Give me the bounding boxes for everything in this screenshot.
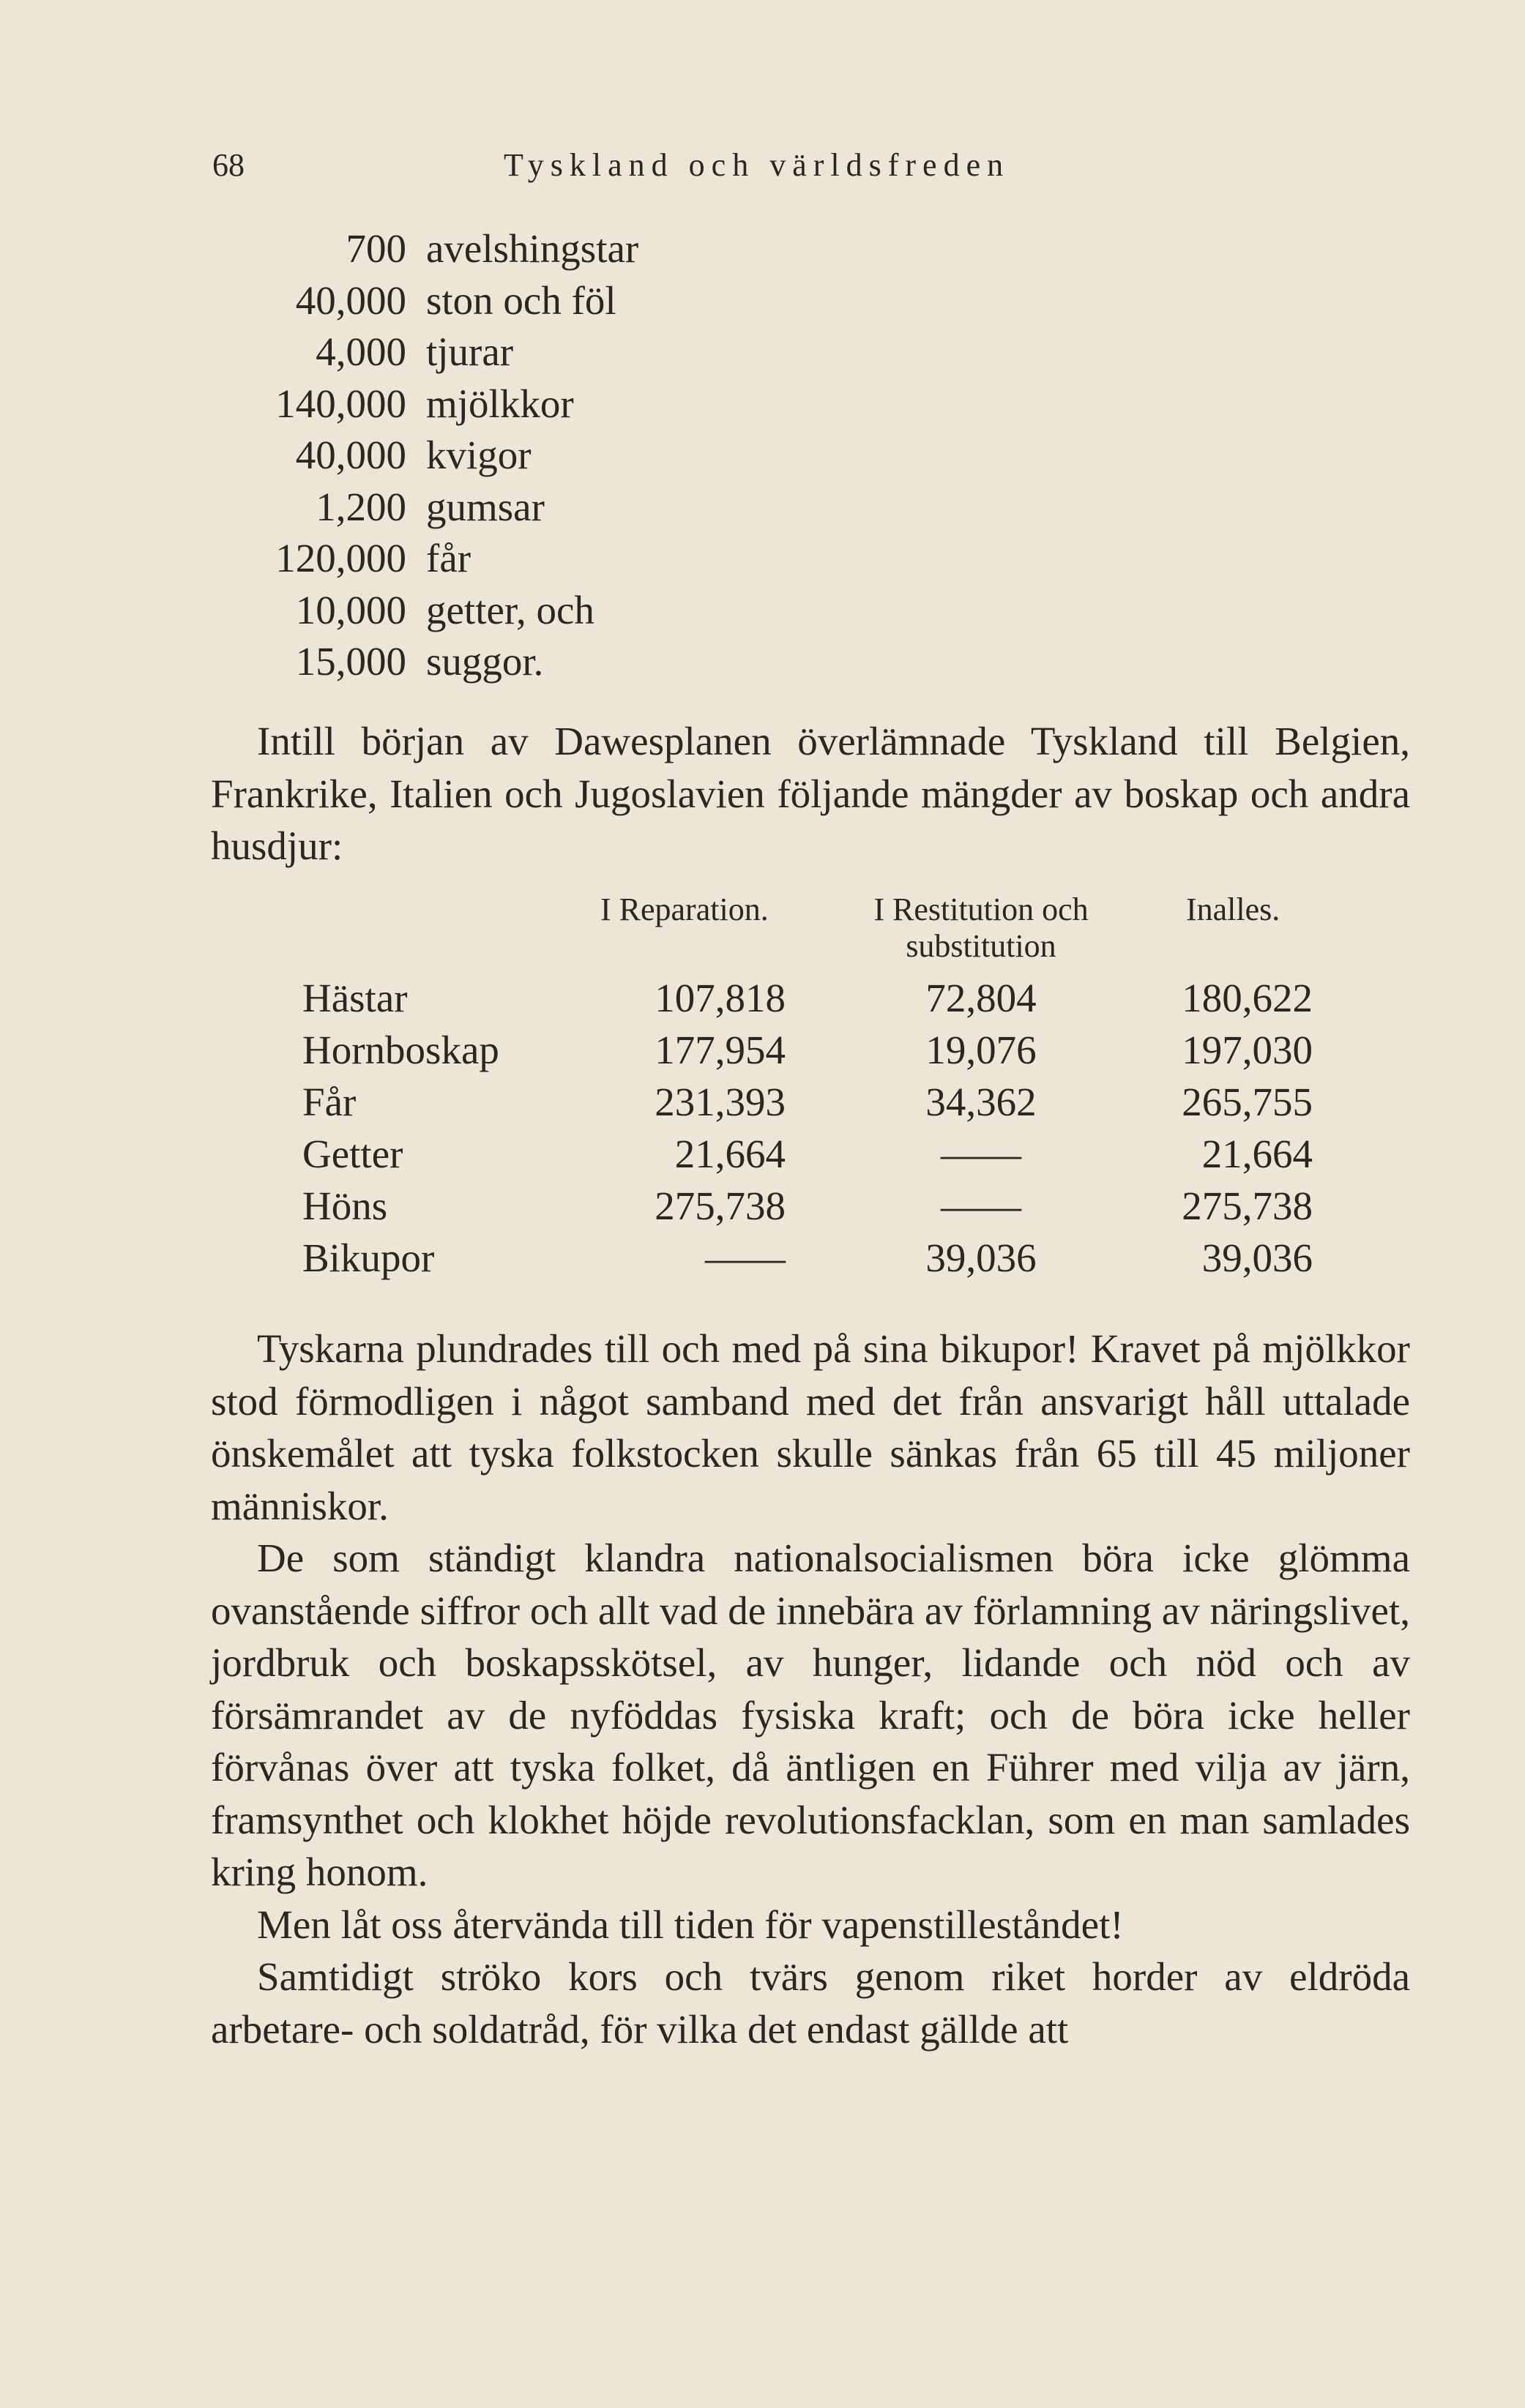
- cell-reparation: ——: [705, 1235, 786, 1280]
- cell-restitution: ——: [941, 1184, 1021, 1228]
- column-header-total: Inalles.: [1186, 891, 1280, 927]
- running-title: Tyskland och världsfreden: [504, 147, 1010, 183]
- paragraph-text: Men låt oss återvända till tiden för vapenstilleståndet!: [257, 1902, 1124, 1947]
- row-name: Får: [302, 1080, 357, 1124]
- cell-total: 197,030: [1182, 1028, 1313, 1072]
- list-item: [0, 636, 732, 688]
- column-header-line: I Restitution och: [873, 891, 1089, 927]
- list-item: [0, 533, 732, 585]
- row-name: Bikupor: [302, 1235, 435, 1280]
- row-name: Hästar: [302, 976, 408, 1020]
- list-item-quantity: 700: [346, 226, 406, 271]
- cell-restitution: 19,076: [925, 1028, 1037, 1072]
- cell-restitution: ——: [941, 1132, 1021, 1176]
- row-name: Hornboskap: [302, 1028, 499, 1072]
- list-item-quantity: 40,000: [295, 433, 406, 477]
- paragraph-text: Samtidigt ströko kors och tvärs genom riket horder av eldröda arbetare- och soldatråd, för vilka det endast gällde att: [211, 1954, 1410, 2052]
- list-item-quantity: 40,000: [295, 277, 406, 323]
- table-row: [0, 1232, 1525, 1284]
- list-item-quantity: 120,000: [275, 536, 406, 580]
- list-item-label: getter, och: [426, 587, 594, 632]
- list-item-quantity: 140,000: [275, 381, 406, 426]
- list-item: [0, 275, 732, 327]
- cell-reparation: 21,664: [674, 1132, 786, 1176]
- paragraph-text: Intill början av Dawesplanen överlämnade Tyskland till Belgien, Frankrike, Italien och Jugoslavien följande mängder av boskap och andra husdjur:: [211, 719, 1410, 868]
- column-header-restitution: [835, 891, 1127, 965]
- table-row: [0, 1024, 1525, 1076]
- list-item: [0, 378, 732, 430]
- list-item-label: tjurar: [426, 329, 514, 374]
- cell-reparation: 275,738: [655, 1184, 786, 1228]
- cell-reparation: 107,818: [655, 976, 786, 1020]
- list-item-label: gumsar: [426, 484, 545, 529]
- page-number: 68: [212, 147, 245, 183]
- cell-total: 265,755: [1182, 1080, 1313, 1124]
- list-item-label: får: [426, 536, 471, 580]
- body-text: [211, 1323, 1410, 2055]
- list-item: [0, 482, 732, 534]
- list-item-label: suggor.: [426, 639, 544, 684]
- cell-restitution: 72,804: [925, 976, 1037, 1020]
- list-item: [0, 223, 732, 275]
- cell-total: 180,622: [1182, 976, 1313, 1020]
- cell-total: 21,664: [1201, 1132, 1313, 1176]
- cell-restitution: 34,362: [925, 1080, 1037, 1124]
- list-item-label: avelshingstar: [426, 226, 639, 271]
- livestock-list: [0, 223, 732, 688]
- cell-total: 39,036: [1201, 1235, 1313, 1280]
- page-header: [0, 146, 1525, 198]
- list-item-label: ston och föl: [426, 277, 616, 323]
- paragraph-text: De som ständigt klandra nationalsocialismen böra icke glömma ovanstående siffror och allt vad de innebära av förlamning av näringslivet, jordbruk och boskapsskötsel, av hunger, lidande och nöd och av försämrandet av de nyföddas fysiska kraft; och de böra icke heller förvånas över att tyska folket, då äntligen en Führer med vilja av järn, framsynthet och klokhet höjde revolutionsfacklan, som en man samlades kring honom.: [211, 1536, 1410, 1894]
- list-item-label: mjölkkor: [426, 381, 574, 426]
- table-row: [0, 1128, 1525, 1180]
- column-header-line: substitution: [906, 928, 1056, 964]
- table-row: [0, 972, 1525, 1024]
- list-item: [0, 430, 732, 482]
- cell-total: 275,738: [1182, 1184, 1313, 1228]
- column-header-reparation: I Reparation.: [600, 891, 769, 927]
- livestock-table: [0, 891, 1525, 1301]
- cell-reparation: 231,393: [655, 1080, 786, 1124]
- intro-paragraph: [211, 715, 1410, 872]
- row-name: Höns: [302, 1184, 388, 1228]
- list-item-quantity: 10,000: [295, 587, 406, 632]
- table-row: [0, 1180, 1525, 1232]
- cell-reparation: 177,954: [655, 1028, 786, 1072]
- row-name: Getter: [302, 1132, 403, 1176]
- paragraph-text: Tyskarna plundrades till och med på sina bikupor! Kravet på mjölkkor stod förmodligen i något samband med det från ansvarigt håll uttalade önskemålet att tyska folkstocken skulle sänkas från 65 till 45 miljoner människor.: [211, 1326, 1410, 1528]
- list-item-label: kvigor: [426, 433, 532, 477]
- list-item: [0, 326, 732, 378]
- list-item-quantity: 1,200: [316, 484, 406, 529]
- cell-restitution: 39,036: [925, 1235, 1037, 1280]
- list-item-quantity: 4,000: [316, 329, 406, 374]
- list-item-quantity: 15,000: [295, 639, 406, 684]
- list-item: [0, 585, 732, 637]
- table-row: [0, 1076, 1525, 1128]
